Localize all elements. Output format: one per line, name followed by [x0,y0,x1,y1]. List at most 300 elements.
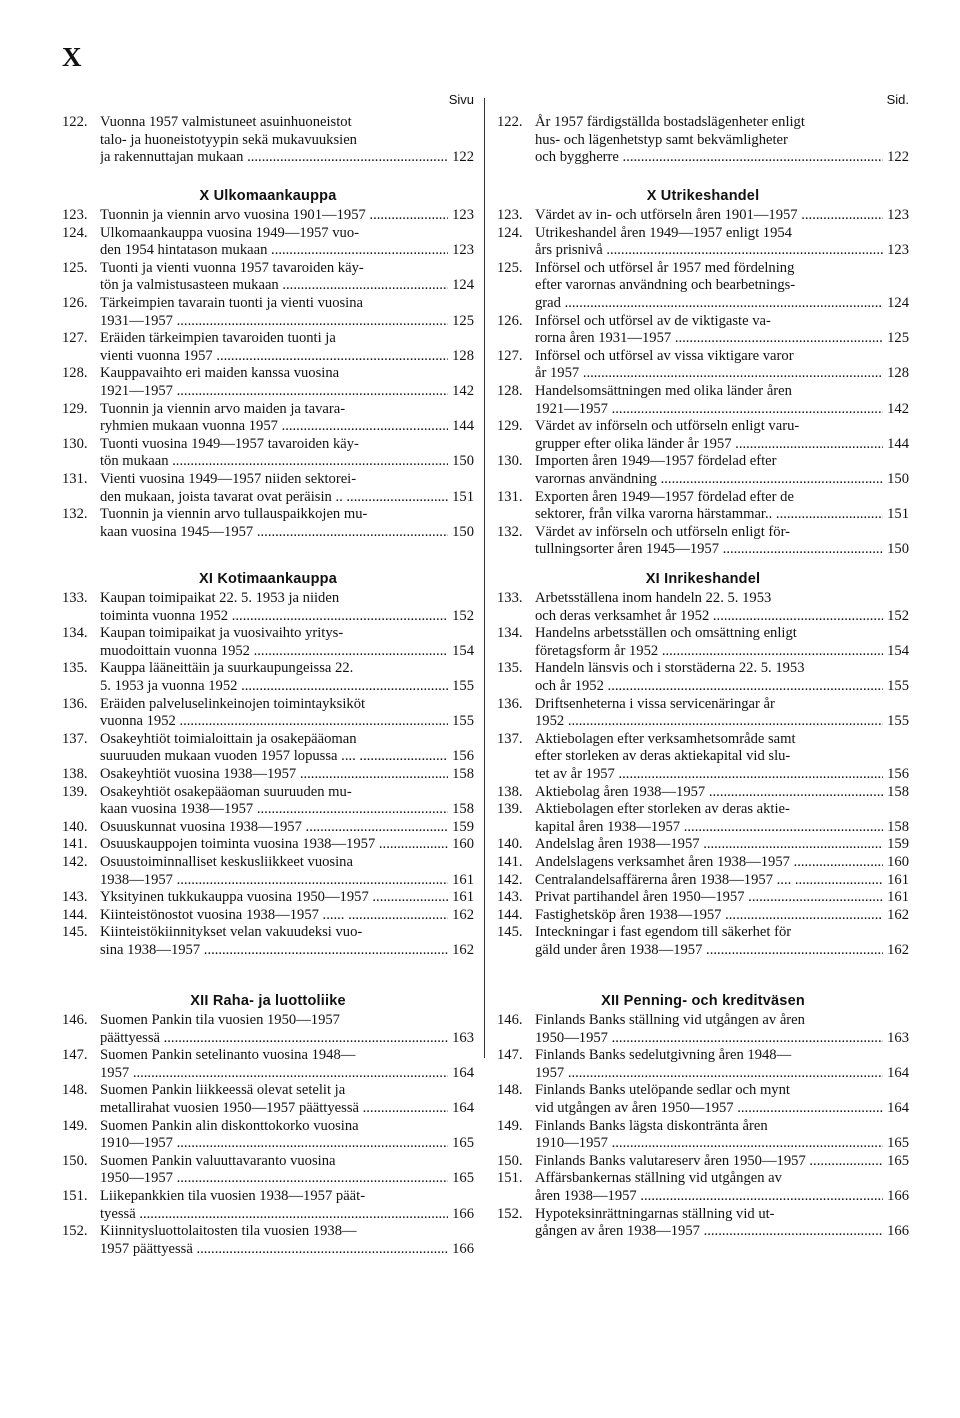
toc-entry [497,836,909,854]
toc-entry [497,1012,909,1047]
entry-page-number: 160 [448,836,474,854]
entry-title [100,1223,474,1258]
entry-number: 128. [497,382,523,399]
section-title: XI Inrikeshandel [645,571,761,587]
entry-title-line: 5. 1953 ja vuonna 1952 ..... [100,678,448,696]
entry-title-line: Liikepankkien tila vuosien 1938—1957 päät- [100,1187,366,1204]
entry-title-line: tet av år 1957 ..... [535,766,883,784]
entry-number: 144. [497,906,523,923]
toc-entry [497,418,909,453]
entry-title [535,660,909,695]
entry-title [100,471,474,506]
entry-number: 148. [62,1082,88,1099]
entry-page-number: 123 [448,242,474,260]
entry-number: 135. [497,660,523,677]
entry-number: 126. [62,294,88,311]
toc-entry [62,365,474,400]
toc-entry [62,401,474,436]
toc-entry [62,114,474,167]
entry-title-line: Eräiden tärkeimpien tavaroiden tuonti ja [100,330,336,347]
entry-number: 142. [497,871,523,888]
toc-entry [62,1082,474,1117]
entry-title-line: gäld under åren 1938—1957 ..... [535,942,883,960]
entry-title [100,1188,474,1223]
entry-title-line: Vienti vuosina 1949—1957 niiden sektorei- [100,470,357,487]
toc-entry [497,696,909,731]
entry-title-line: toiminta vuonna 1952 ..... [100,608,448,626]
entry-title-line: grupper efter olika länder år 1957 ..... [535,436,883,454]
entry-title-line: Suomen Pankin tila vuosien 1950—1957 [100,1012,340,1028]
entry-title-line: Kaupan toimipaikat 22. 5. 1953 ja niiden [100,590,340,606]
entry-number: 144. [62,906,88,923]
entry-number: 134. [62,625,88,642]
entry-page-number: 155 [448,678,474,696]
entry-number: 131. [62,470,88,487]
entry-number: 152. [62,1223,88,1240]
toc-entry [497,625,909,660]
entry-title-line: Privat partihandel åren 1950—1957 ..... [535,889,883,907]
entry-number: 127. [62,330,88,347]
entry-number: 136. [497,695,523,712]
toc-entry [497,1118,909,1153]
entry-title-line: suuruuden mukaan vuoden 1957 lopussa .... ..... [100,748,448,766]
entry-number: 127. [497,347,523,364]
entry-title-line: metallirahat vuosien 1950—1957 päättyessä ..... [100,1100,448,1118]
toc-entry [497,225,909,260]
entry-title-line: Finlands Banks sedelutgivning åren 1948— [535,1047,792,1064]
entry-title-line: ryhmien mukaan vuonna 1957 ..... [100,418,448,436]
entry-title [535,801,909,836]
toc-entry [497,889,909,907]
entry-title-line: Handelsomsättningen med olika länder åren [535,382,792,399]
toc-entry [497,383,909,418]
entry-title-line: Tuonti vuosina 1949—1957 tavaroiden käy- [100,435,359,452]
entry-title [100,330,474,365]
entry-title-line: ja rakennuttajan mukaan ..... [100,149,448,167]
entry-page-number: 162 [883,942,909,960]
entry-page-number: 123 [883,207,909,225]
entry-title-line: Finlands Banks lägsta diskontränta åren [535,1117,768,1134]
entry-title-line: Kauppavaihto eri maiden kanssa vuosina [100,365,340,382]
toc-entry [497,731,909,784]
toc-entry [62,1223,474,1258]
entry-number: 147. [497,1047,523,1064]
entry-title [100,1082,474,1117]
entry-title [535,1206,909,1241]
entry-title-line: Osuuskunnat vuosina 1938—1957 ..... [100,819,448,837]
entry-title-line: sina 1938—1957 ..... [100,942,448,960]
toc-entry [62,784,474,819]
entry-number: 124. [497,224,523,241]
entry-title-line: Införsel och utförsel av vissa viktigare varor [535,347,794,364]
entry-title-line: Inteckningar i fast egendom till säkerhet för [535,924,792,941]
entry-page-number: 162 [448,942,474,960]
entry-number: 142. [62,853,88,870]
entry-title-line: Tuonnin ja viennin arvo tullauspaikkojen mu- [100,506,368,523]
entry-title-line: tyessä ..... [100,1206,448,1224]
entry-page-number: 150 [448,453,474,471]
entry-title-line: Tuonnin ja viennin arvo maiden ja tavara- [100,400,346,417]
entry-page-number: 161 [883,872,909,890]
entry-title-line: Andelslagens verksamhet åren 1938—1957 ..... [535,854,883,872]
entry-title [100,907,474,925]
entry-title [535,1170,909,1205]
toc-section [497,114,909,167]
entry-title [535,854,909,872]
entry-title-line: Kiinnitysluottolaitosten tila vuosien 1938— [100,1223,357,1240]
entry-title [535,1118,909,1153]
entry-title-line: Tärkeimpien tavarain tuonti ja vienti vuosina [100,294,364,311]
toc-entry [497,1153,909,1171]
entry-page-number: 162 [448,907,474,925]
entry-title-line: företagsform år 1952 ..... [535,643,883,661]
entry-page-number: 142 [448,383,474,401]
section-title: XI Kotimaankauppa [199,571,337,587]
section-title: XII Raha- ja luottoliike [190,993,346,1009]
entry-title-line: den 1954 hintatason mukaan ..... [100,242,448,260]
toc-entry [497,260,909,313]
entry-number: 140. [497,836,523,853]
toc-section [497,993,909,1241]
entry-number: 124. [62,224,88,241]
entry-title [100,365,474,400]
entry-title [535,1082,909,1117]
entry-page-number: 124 [883,295,909,313]
toc-entry [497,114,909,167]
entry-title-line: 1950—1957 ..... [535,1030,883,1048]
entry-number: 138. [497,783,523,800]
entry-title [100,295,474,330]
entry-title [535,836,909,854]
entry-number: 125. [497,259,523,276]
entry-page-number: 144 [883,436,909,454]
entry-page-number: 165 [883,1135,909,1153]
entry-title-line: Driftsenheterna i vissa servicenäringar år [535,695,775,712]
entry-number: 133. [497,590,523,606]
entry-title-line: Handelns arbetsställen och omsättning enligt [535,625,797,642]
entry-number: 131. [497,488,523,505]
toc-entry [497,801,909,836]
toc-entry [62,625,474,660]
entry-page-number: 164 [883,1065,909,1083]
entry-title-line: Vuonna 1957 valmistuneet asuinhuoneistot [100,114,352,130]
entry-page-number: 123 [448,207,474,225]
entry-page-number: 154 [448,643,474,661]
entry-title-line: päättyessä ..... [100,1030,448,1048]
toc-entry [497,784,909,802]
toc-entry [62,295,474,330]
entry-title [100,766,474,784]
page-column-label: Sivu [448,92,474,107]
toc-entry [62,506,474,541]
entry-title-line: Ulkomaankauppa vuosina 1949—1957 vuo- [100,224,359,241]
entry-number: 149. [497,1117,523,1134]
entry-number: 123. [62,207,88,223]
entry-page-number: 166 [883,1223,909,1241]
entry-number: 150. [62,1152,88,1169]
entry-title-line: års prisnivå ..... [535,242,883,260]
entry-number: 149. [62,1117,88,1134]
entry-number: 129. [62,400,88,417]
entry-title-line: 1957 ..... [100,1065,448,1083]
entry-title-line: Värdet av införseln och utförseln enligt för- [535,523,791,540]
entry-number: 141. [497,853,523,870]
entry-title-line: och deras verksamhet år 1952 ..... [535,608,883,626]
entry-page-number: 165 [448,1170,474,1188]
entry-title [535,1012,909,1047]
entry-title-line: Införsel och utförsel av de viktigaste va- [535,312,771,329]
entry-title-line: 1921—1957 ..... [100,383,448,401]
entry-title-line: Införsel och utförsel år 1957 med fördelning [535,259,795,276]
entry-page-number: 151 [883,506,909,524]
toc-section [62,571,474,959]
entry-number: 134. [497,625,523,642]
entry-title-line: 1957 päättyessä ..... [100,1241,448,1259]
entry-title-line: Centralandelsaffärerna åren 1938—1957 .... ..... [535,872,883,890]
entry-page-number: 144 [448,418,474,436]
entry-page-number: 160 [883,854,909,872]
entry-title [535,907,909,925]
entry-page-number: 125 [448,313,474,331]
entry-title [100,114,474,167]
toc-entry [497,660,909,695]
entry-title [535,1047,909,1082]
toc-entry [62,854,474,889]
toc-entry [62,924,474,959]
entry-page-number: 142 [883,401,909,419]
entry-page-number: 166 [448,1206,474,1224]
entry-title [100,225,474,260]
entry-title-line: År 1957 färdigställda bostadslägenheter enligt [535,114,805,130]
entry-number: 137. [497,730,523,747]
entry-title-line: Tuonnin ja viennin arvo vuosina 1901—1957 ..... [100,207,448,225]
entry-page-number: 158 [883,784,909,802]
entry-page-number: 152 [883,608,909,626]
entry-title [535,924,909,959]
toc-section [497,571,909,959]
entry-title-line: Finlands Banks ställning vid utgången av åren [535,1012,805,1028]
entry-title [100,784,474,819]
entry-page-number: 155 [883,678,909,696]
toc-entry [62,1047,474,1082]
entry-title-line: Tuonti ja vienti vuonna 1957 tavaroiden käy- [100,259,364,276]
toc-entry [62,471,474,506]
entry-title [535,383,909,418]
entry-title-line: och byggherre ..... [535,149,883,167]
entry-number: 145. [497,924,523,941]
toc-section [62,114,474,167]
entry-title-line: 1938—1957 ..... [100,872,448,890]
entry-title-line: Exporten åren 1949—1957 fördelad efter de [535,488,794,505]
entry-title [535,453,909,488]
entry-title [100,1012,474,1047]
toc-entry [497,872,909,890]
toc-entry [497,1170,909,1205]
entry-title [535,114,909,167]
entry-number: 143. [62,889,88,906]
entry-number: 136. [62,695,88,712]
entry-title-line: Osakeyhtiöt vuosina 1938—1957 ..... [100,766,448,784]
entry-title [535,784,909,802]
entry-page-number: 164 [448,1100,474,1118]
toc-entry [62,590,474,625]
entry-number: 140. [62,818,88,835]
entry-page-number: 166 [448,1241,474,1259]
entry-title-line: Aktiebolagen efter storleken av deras aktie- [535,801,790,818]
section-title: XII Penning- och kreditväsen [601,993,805,1009]
entry-number: 139. [62,783,88,800]
entry-title-line: Affärsbankernas ställning vid utgången av [535,1170,782,1187]
section-title: X Ulkomaankauppa [199,188,337,204]
entry-title [100,924,474,959]
entry-title-line: vid utgången av åren 1950—1957 ..... [535,1100,883,1118]
entry-title-line: år 1957 ..... [535,365,883,383]
entry-title [100,889,474,907]
entry-title-line: Kauppa lääneittäin ja suurkaupungeissa 22. [100,660,354,677]
entry-title [100,436,474,471]
entry-title [535,418,909,453]
entry-title-line: talo- ja huoneistotyypin sekä mukavuuksien [100,131,357,148]
toc-entry [62,819,474,837]
entry-title [535,489,909,524]
entry-title-line: och år 1952 ..... [535,678,883,696]
entry-title-line: Eräiden palveluselinkeinojen toimintayksiköt [100,695,366,712]
toc-section [62,188,474,541]
entry-title-line: Aktiebolag åren 1938—1957 ..... [535,784,883,802]
entry-title [100,819,474,837]
entry-number: 126. [497,312,523,329]
entry-page-number: 128 [448,348,474,366]
entry-page-number: 150 [883,541,909,559]
toc-entry [62,836,474,854]
entry-page-number: 151 [448,489,474,507]
entry-number: 122. [62,114,88,130]
entry-page-number: 158 [448,801,474,819]
entry-title-line: Suomen Pankin liikkeessä olevat setelit ja [100,1082,346,1099]
entry-title-line: Osakeyhtiöt osakepääoman suuruuden mu- [100,783,352,800]
entry-title-line: Yksityinen tukkukauppa vuosina 1950—1957 ..... [100,889,448,907]
entry-page-number: 155 [883,713,909,731]
entry-title-line: den mukaan, joista tavarat ovat peräisin .. ..... [100,489,448,507]
entry-title-line: hus- och lägenhetstyp samt bekvämligheter [535,131,788,148]
entry-number: 122. [497,114,523,130]
entry-title-line: Osakeyhtiöt toimialoittain ja osakepääoman [100,730,357,747]
entry-number: 152. [497,1205,523,1222]
entry-number: 133. [62,590,88,606]
entry-title-line: grad ..... [535,295,883,313]
toc-entry [497,524,909,559]
entry-number: 135. [62,660,88,677]
toc-entry [62,766,474,784]
entry-title-line: Suomen Pankin setelinanto vuosina 1948— [100,1047,356,1064]
entry-title-line: tön mukaan ..... [100,453,448,471]
toc-entry [497,854,909,872]
entry-page-number: 155 [448,713,474,731]
entry-title [535,1153,909,1171]
toc-entry [497,489,909,524]
toc-entry [62,436,474,471]
entry-number: 141. [62,836,88,853]
entry-title [100,696,474,731]
entry-page-number: 163 [448,1030,474,1048]
entry-title-line: Suomen Pankin valuuttavaranto vuosina [100,1152,336,1169]
entry-title-line: efter varornas användning och bearbetnings- [535,277,796,294]
entry-page-number: 156 [883,766,909,784]
entry-title [535,731,909,784]
entry-number: 132. [62,506,88,523]
entry-page-number: 158 [448,766,474,784]
entry-title [535,696,909,731]
entry-page-number: 124 [448,277,474,295]
entry-page-number: 162 [883,907,909,925]
entry-page-number: 122 [448,149,474,167]
entry-page-number: 166 [883,1188,909,1206]
entry-number: 146. [497,1012,523,1028]
entry-number: 151. [62,1187,88,1204]
entry-title-line: Fastighetsköp åren 1938—1957 ..... [535,907,883,925]
toc-entry [62,889,474,907]
toc-entry [497,348,909,383]
toc-entry [62,731,474,766]
entry-page-number: 165 [448,1135,474,1153]
entry-title-line: kaan vuosina 1945—1957 ..... [100,524,448,542]
entry-title [535,313,909,348]
column-divider [484,98,485,1058]
page-number: X [62,42,82,72]
entry-title [100,660,474,695]
entry-page-number: 164 [448,1065,474,1083]
entry-number: 130. [62,435,88,452]
entry-title-line: Andelslag åren 1938—1957 ..... [535,836,883,854]
toc-entry [62,207,474,225]
entry-title-line: 1950—1957 ..... [100,1170,448,1188]
entry-number: 146. [62,1012,88,1028]
toc-entry [62,330,474,365]
entry-page-number: 163 [883,1030,909,1048]
toc-entry [62,225,474,260]
entry-title-line: 1952 ..... [535,713,883,731]
entry-page-number: 154 [883,643,909,661]
section-title: X Utrikeshandel [646,188,760,204]
toc-entry [62,907,474,925]
toc-entry [497,924,909,959]
entry-title-line: 1931—1957 ..... [100,313,448,331]
entry-title-line: Kaupan toimipaikat ja vuosivaihto yritys- [100,625,344,642]
entry-title-line: åren 1938—1957 ..... [535,1188,883,1206]
entry-title-line: Kiinteistökiinnitykset velan vakuudeksi vuo- [100,924,363,941]
entry-title [100,1153,474,1188]
entry-number: 128. [62,365,88,382]
toc-entry [62,1118,474,1153]
entry-number: 130. [497,453,523,470]
entry-title-line: efter storleken av deras aktiekapital vid slu- [535,748,791,765]
entry-title [100,260,474,295]
entry-title [100,854,474,889]
entry-title [100,506,474,541]
entry-title-line: Hypoteksinrättningarnas ställning vid ut- [535,1205,775,1222]
entry-number: 138. [62,765,88,782]
entry-title-line: Utrikeshandel åren 1949—1957 enligt 1954 [535,224,792,241]
entry-title-line: kapital åren 1938—1957 ..... [535,819,883,837]
entry-title [535,625,909,660]
entry-title [100,207,474,225]
toc-entry [497,313,909,348]
entry-title-line: 1910—1957 ..... [100,1135,448,1153]
entry-title-line: tön ja valmistusasteen mukaan ..... [100,277,448,295]
entry-title-line: tullningsorter åren 1945—1957 ..... [535,541,883,559]
entry-number: 147. [62,1047,88,1064]
entry-page-number: 152 [448,608,474,626]
